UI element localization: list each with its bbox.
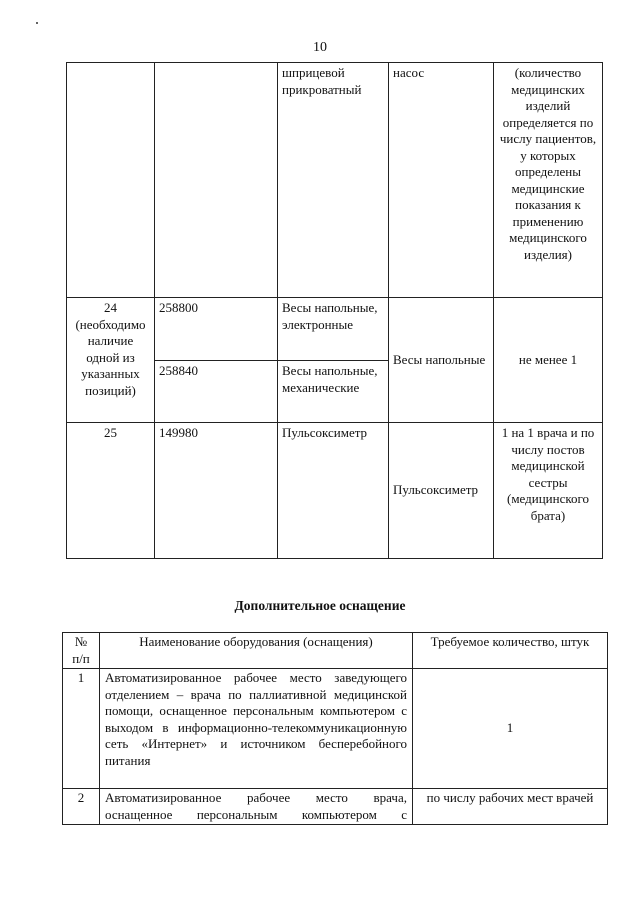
scan-speck [36,22,38,24]
required-quantity: по числу рабочих мест врачей [413,789,608,825]
page-number: 10 [313,40,327,55]
header-number: № п/п [63,633,100,669]
equipment-name: Автоматизированное рабочее место заведующего отделением – врача по паллиативной медицинской помощи, оснащенное персональным компьютером с выходом в информационно-телекоммуникационную сеть «Интернет» и источником бесперебойного питания [100,669,413,789]
code-cell: 149980 [155,423,278,559]
quantity-cell: 1 на 1 врача и по числу постов медицинской сестры (медицинского брата) [494,423,603,559]
position-cell: 25 [67,423,155,559]
position-cell: 24 (необходимо наличие одной из указанных позиций) [67,298,155,423]
row-number: 1 [63,669,100,789]
equipment-table [66,62,603,559]
device-type-cell: Весы напольные, механические [278,361,389,423]
header-quantity: Требуемое количество, штук [413,633,608,669]
device-type-cell: Пульсоксиметр [278,423,389,559]
device-type-cell: шприцевой прикроватный [278,63,389,298]
position-cell [67,63,155,298]
device-name-cell: Пульсоксиметр [389,423,494,559]
table-row [63,789,608,825]
device-type-cell: Весы напольные, электронные [278,298,389,361]
quantity-cell: (количество медицинских изделий определяется по числу пациентов, у которых определены медицинские показания к применению медицинского изделия) [494,63,603,298]
table-header-row [63,633,608,669]
quantity-cell: не менее 1 [494,298,603,423]
equipment-name: Автоматизированное рабочее место врача, оснащенное персональным компьютером с [100,789,413,825]
code-cell: 258800 [155,298,278,361]
additional-equipment-table [62,632,608,825]
device-name-cell: насос [389,63,494,298]
header-name: Наименование оборудования (оснащения) [100,633,413,669]
code-cell: 258840 [155,361,278,423]
code-cell [155,63,278,298]
table-row [67,298,603,361]
device-name-cell: Весы напольные [389,298,494,423]
table-row [67,423,603,559]
row-number: 2 [63,789,100,825]
table-row [67,63,603,298]
required-quantity: 1 [413,669,608,789]
section-title: Дополнительное оснащение [234,598,406,613]
table-row [63,669,608,789]
